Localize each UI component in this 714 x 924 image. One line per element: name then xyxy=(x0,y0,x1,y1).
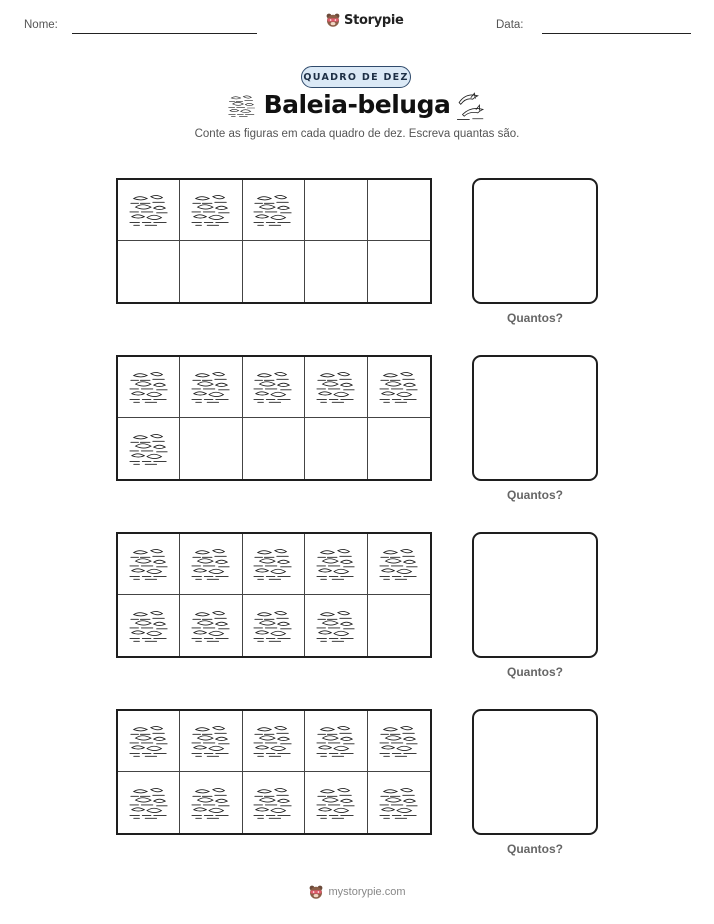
ten-frame-cell xyxy=(118,772,180,833)
ten-frame-cell xyxy=(180,711,242,772)
ten-frame-cell xyxy=(243,772,305,833)
ten-frame xyxy=(116,532,432,658)
school-of-belugas-sketch-icon xyxy=(315,785,357,821)
answer-box[interactable] xyxy=(472,178,598,304)
school-of-belugas-sketch-icon xyxy=(128,723,170,759)
school-of-belugas-sketch-icon xyxy=(315,546,357,582)
date-line[interactable] xyxy=(542,33,691,34)
school-of-belugas-sketch-icon xyxy=(128,785,170,821)
school-of-belugas-sketch-icon xyxy=(252,723,294,759)
ten-frame-cell xyxy=(368,418,430,479)
ten-frame xyxy=(116,355,432,481)
answer-box[interactable] xyxy=(472,355,598,481)
school-of-belugas-sketch-icon xyxy=(128,431,170,467)
ten-frame-cell xyxy=(243,418,305,479)
ten-frame-cell xyxy=(180,180,242,241)
instructions: Conte as figuras em cada quadro de dez. Escreva quantas são. xyxy=(194,128,520,140)
ten-frame-cell xyxy=(180,772,242,833)
logo-text: Storypie xyxy=(344,12,404,28)
worksheet-type-badge: QUADRO DE DEZ xyxy=(301,66,411,88)
school-of-belugas-sketch-icon xyxy=(128,608,170,644)
school-of-belugas-sketch-icon xyxy=(315,608,357,644)
school-of-belugas-sketch-icon xyxy=(252,546,294,582)
ten-frame-cell xyxy=(368,595,430,656)
ten-frame-cell xyxy=(180,595,242,656)
ten-frame-cell xyxy=(243,357,305,418)
footer xyxy=(0,884,714,900)
ten-frame-cell xyxy=(368,534,430,595)
school-of-belugas-sketch-icon xyxy=(190,546,232,582)
school-of-belugas-sketch-icon xyxy=(227,94,257,118)
ten-frame-cell xyxy=(305,357,367,418)
dolphins-sketch-icon xyxy=(454,90,488,122)
ten-frame xyxy=(116,178,432,304)
answer-label: Quantos? xyxy=(507,665,563,679)
ten-frame-cell xyxy=(118,241,180,302)
ten-frame-cell xyxy=(180,534,242,595)
school-of-belugas-sketch-icon xyxy=(128,192,170,228)
ten-frame-cell xyxy=(305,241,367,302)
school-of-belugas-sketch-icon xyxy=(252,785,294,821)
ten-frame-cell xyxy=(243,180,305,241)
ten-frame-cell xyxy=(243,595,305,656)
ten-frame-cell xyxy=(305,772,367,833)
school-of-belugas-sketch-icon xyxy=(128,546,170,582)
school-of-belugas-sketch-icon xyxy=(378,546,420,582)
school-of-belugas-sketch-icon xyxy=(190,723,232,759)
school-of-belugas-sketch-icon xyxy=(378,369,420,405)
school-of-belugas-sketch-icon xyxy=(315,723,357,759)
ten-frame-cell xyxy=(180,241,242,302)
ten-frame-cell xyxy=(368,180,430,241)
ten-frame-cell xyxy=(368,241,430,302)
school-of-belugas-sketch-icon xyxy=(128,369,170,405)
ten-frame-cell xyxy=(118,357,180,418)
page-title: Baleia-beluga xyxy=(263,90,451,119)
school-of-belugas-sketch-icon xyxy=(315,369,357,405)
school-of-belugas-sketch-icon xyxy=(252,608,294,644)
answer-box[interactable] xyxy=(472,709,598,835)
ten-frame-cell xyxy=(305,711,367,772)
date-label: Data: xyxy=(496,19,524,31)
ten-frame-cell xyxy=(305,534,367,595)
ten-frame-cell xyxy=(368,357,430,418)
storypie-bear-logo-icon xyxy=(325,12,341,28)
ten-frame-cell xyxy=(368,711,430,772)
school-of-belugas-sketch-icon xyxy=(190,608,232,644)
ten-frame-cell xyxy=(180,357,242,418)
ten-frame xyxy=(116,709,432,835)
school-of-belugas-sketch-icon xyxy=(252,369,294,405)
answer-label: Quantos? xyxy=(507,488,563,502)
ten-frame-cell xyxy=(305,595,367,656)
answer-label: Quantos? xyxy=(507,311,563,325)
ten-frame-cell xyxy=(118,418,180,479)
answer-label: Quantos? xyxy=(507,842,563,856)
storypie-logo xyxy=(325,12,404,28)
school-of-belugas-sketch-icon xyxy=(190,369,232,405)
ten-frame-cell xyxy=(243,534,305,595)
ten-frame-cell xyxy=(118,534,180,595)
name-label: Nome: xyxy=(24,19,58,31)
ten-frame-cell xyxy=(243,711,305,772)
ten-frame-cell xyxy=(118,711,180,772)
ten-frame-cell xyxy=(180,418,242,479)
ten-frame-cell xyxy=(118,180,180,241)
name-line[interactable] xyxy=(72,33,257,34)
school-of-belugas-sketch-icon xyxy=(252,192,294,228)
school-of-belugas-sketch-icon xyxy=(190,785,232,821)
footer-url: mystorypie.com xyxy=(328,886,406,898)
school-of-belugas-sketch-icon xyxy=(378,785,420,821)
answer-box[interactable] xyxy=(472,532,598,658)
ten-frame-cell xyxy=(118,595,180,656)
ten-frame-cell xyxy=(305,418,367,479)
storypie-bear-logo-icon xyxy=(308,884,324,900)
ten-frame-cell xyxy=(243,241,305,302)
school-of-belugas-sketch-icon xyxy=(378,723,420,759)
ten-frame-cell xyxy=(305,180,367,241)
ten-frame-cell xyxy=(368,772,430,833)
school-of-belugas-sketch-icon xyxy=(190,192,232,228)
